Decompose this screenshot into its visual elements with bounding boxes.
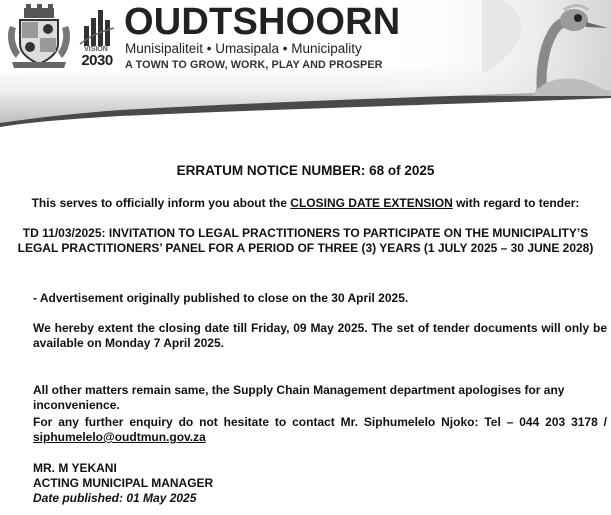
ostrich-photo xyxy=(482,0,611,96)
municipality-tagline: A TOWN TO GROW, WORK, PLAY AND PROSPER xyxy=(125,59,383,71)
closing-date-extension-emphasis: CLOSING DATE EXTENSION xyxy=(290,196,453,210)
municipal-crest-logo xyxy=(4,4,74,70)
date-published: Date published: 01 May 2025 xyxy=(33,491,197,505)
notice-intro xyxy=(0,196,611,211)
intro-text-after: with regard to tender: xyxy=(452,196,580,210)
extension-paragraph: We hereby extent the closing date till Friday, 09 May 2025. The set of tender documents will only be available on Monday 7 April 2025. xyxy=(33,321,607,350)
municipality-name: OUDTSHOORN xyxy=(124,1,401,43)
signatory-title: ACTING MUNICIPAL MANAGER xyxy=(33,476,214,490)
tender-line-1: TD 11/03/2025: INVITATION TO LEGAL PRACTITIONERS TO PARTICIPATE ON THE MUNICIPALITY’S xyxy=(22,226,589,240)
vision-label: VISION xyxy=(84,46,108,53)
vision-year: 2030 xyxy=(81,52,113,69)
enquiry-paragraph xyxy=(33,415,607,445)
tender-description xyxy=(0,226,611,256)
signature-block xyxy=(33,461,607,506)
municipality-subtitle: Munisipaliteit • Umasipala • Municipality xyxy=(125,41,362,56)
enquiry-text: For any further enquiry do not hesitate to contact Mr. Siphumelelo Njoko: Tel – 044 203 3178 / xyxy=(33,415,607,429)
other-matters-paragraph: All other matters remain same, the Supply Chain Management department apologises for any inconvenience. xyxy=(33,383,565,412)
header-banner xyxy=(0,0,611,128)
contact-email-link[interactable]: siphumelelo@oudtmun.gov.za xyxy=(33,430,206,444)
tender-line-2: LEGAL PRACTITIONERS’ PANEL FOR A PERIOD OF THREE (3) YEARS (1 JULY 2025 – 30 JUNE 2028) xyxy=(17,241,594,255)
intro-text-before: This serves to officially inform you about the xyxy=(31,196,291,210)
notice-title: ERRATUM NOTICE NUMBER: 68 of 2025 xyxy=(176,163,435,178)
signatory-name: MR. M YEKANI xyxy=(33,461,117,475)
advertisement-note: - Advertisement originally published to close on the 30 April 2025. xyxy=(33,291,409,305)
